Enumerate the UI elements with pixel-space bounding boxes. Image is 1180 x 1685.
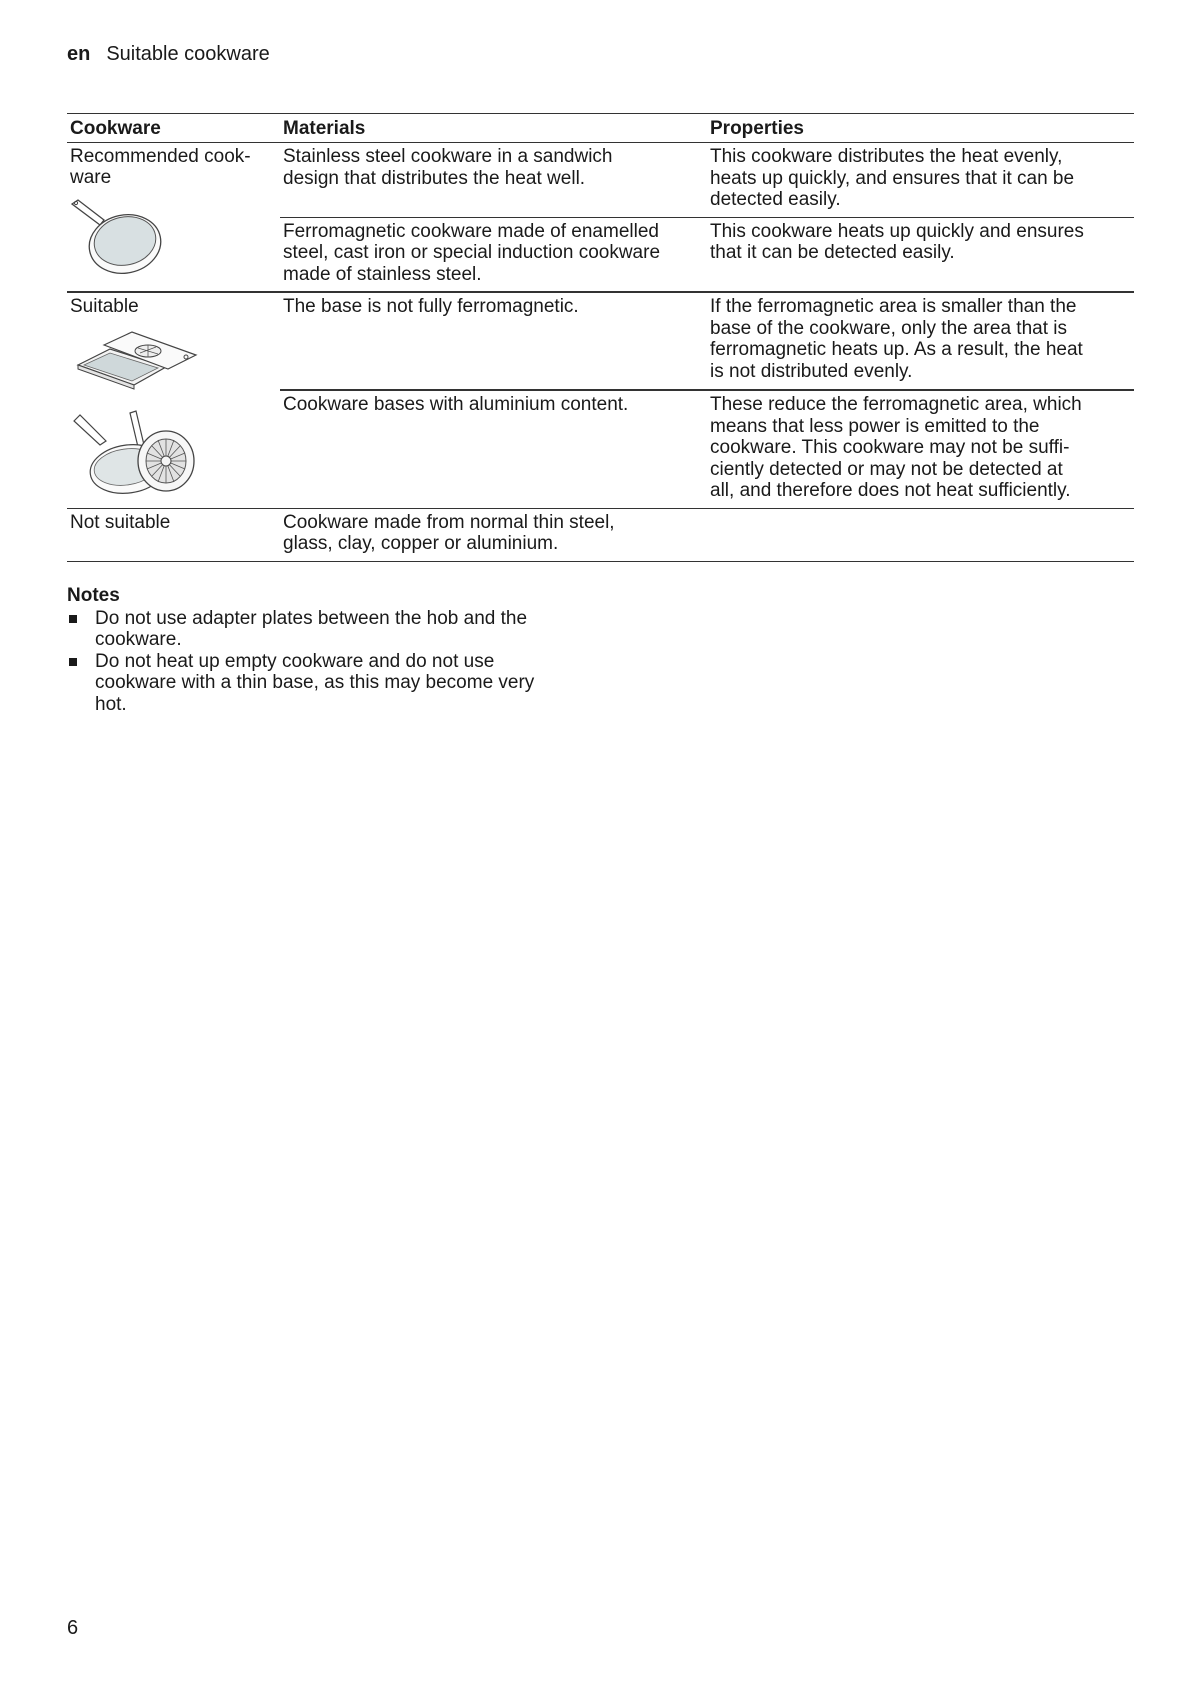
material-cell: Ferromagnetic cookware made of enamelled steel, cast iron or special induction cookware made of stainless steel. [283, 220, 661, 285]
notes-section [67, 585, 587, 715]
table-row [280, 509, 1134, 561]
cookware-cell [67, 293, 280, 508]
cookware-cell [67, 509, 280, 561]
page-header [67, 43, 270, 66]
material-cell: Cookware made from normal thin steel, glass, clay, copper or aluminium. [283, 511, 615, 554]
table-group-recommended [67, 143, 1134, 293]
section-title: Suitable cookware [106, 43, 270, 65]
property-cell: These reduce the ferromagnetic area, which means that less power is emitted to the cookware. This cookware may not be suffi- ciently detected or may not be detected at all, and therefore does not heat sufficiently. [710, 394, 1082, 501]
cookware-label: Recommended cook- ware [70, 146, 251, 188]
cookware-table [67, 113, 1134, 562]
property-cell: This cookware heats up quickly and ensures that it can be detected easily. [710, 220, 1084, 263]
table-row [280, 389, 1134, 508]
griddle-plate-icon [70, 327, 200, 399]
property-cell [707, 509, 1134, 561]
note-item [67, 651, 587, 716]
table-group-not-suitable [67, 509, 1134, 562]
column-header-cookware: Cookware [70, 118, 161, 139]
table-row [280, 293, 1134, 389]
note-text: Do not heat up empty cookware and do not use cookware with a thin base, as this may become very hot. [95, 650, 535, 715]
material-cell: The base is not fully ferromagnetic. [283, 296, 579, 317]
table-header-row [67, 114, 1134, 143]
language-code: en [67, 43, 91, 65]
property-cell: This cookware distributes the heat evenly, heats up quickly, and ensures that it can be detected easily. [710, 146, 1075, 210]
bullet-square-icon [69, 658, 77, 666]
bullet-square-icon [69, 615, 77, 623]
table-row [280, 217, 1134, 292]
pans-with-partial-base-icon [70, 409, 200, 499]
frying-pan-icon [70, 198, 170, 278]
note-text: Do not use adapter plates between the hob and the cookware. [95, 607, 528, 650]
column-header-properties: Properties [710, 118, 804, 139]
material-cell: Cookware bases with aluminium content. [283, 394, 629, 415]
note-item [67, 608, 587, 651]
column-header-materials: Materials [283, 118, 366, 139]
page-number: 6 [67, 1617, 79, 1639]
table-row [280, 143, 1134, 217]
table-group-suitable [67, 293, 1134, 509]
cookware-label: Suitable [70, 296, 139, 317]
notes-title: Notes [67, 585, 120, 606]
property-cell: If the ferromagnetic area is smaller than the base of the cookware, only the area that is ferromagnetic heats up. As a result, the heat is not distributed evenly. [710, 296, 1083, 382]
cookware-label: Not suitable [70, 511, 171, 533]
cookware-cell [67, 143, 280, 291]
material-cell: Stainless steel cookware in a sandwich design that distributes the heat well. [283, 146, 613, 189]
